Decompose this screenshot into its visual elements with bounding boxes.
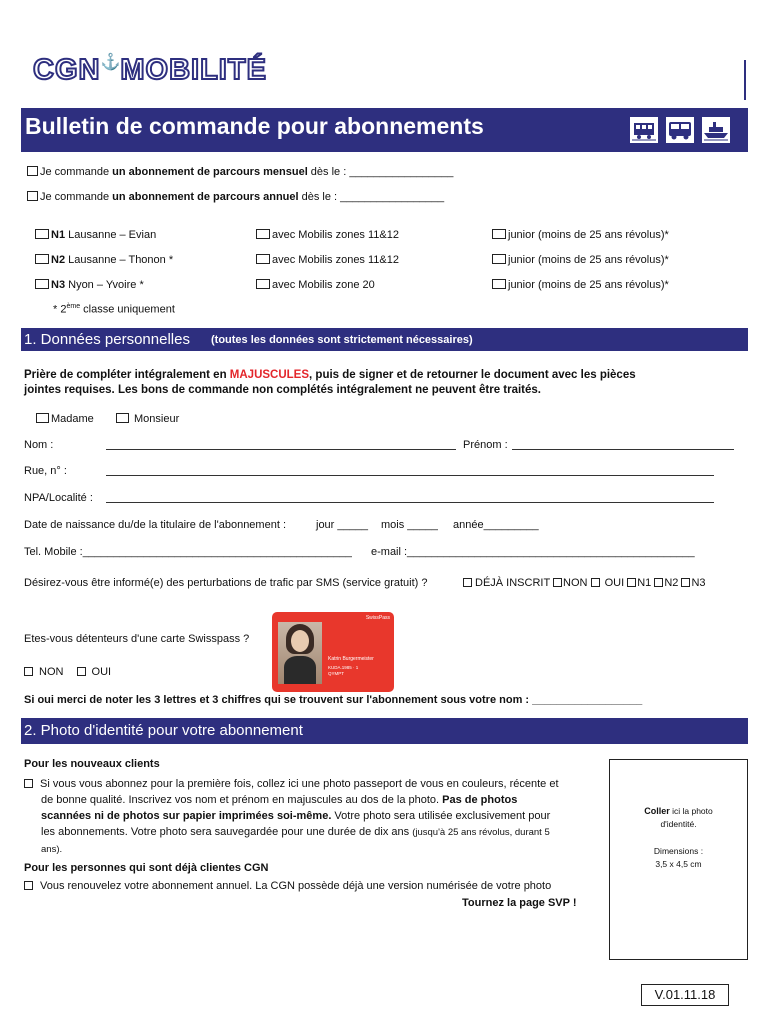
junior-option-n2[interactable] (492, 254, 669, 266)
monsieur-label: Monsieur (134, 413, 180, 425)
annual-subscription-option[interactable] (27, 191, 444, 203)
monthly-subscription-option[interactable] (27, 166, 453, 178)
swisspass-question: Etes-vous détenteurs d'une carte Swisspass ? (24, 633, 250, 645)
npa-field[interactable] (106, 493, 714, 503)
sms-option-non[interactable] (553, 577, 587, 589)
annual-label-bold: un abonnement de parcours annuel (112, 191, 299, 203)
photo-box-line-2: d'identité. (660, 819, 697, 829)
new-line-1: Si vous vous abonnez pour la première fois, collez ici une photo passeport de vous en couleurs, récente et (40, 778, 559, 790)
photo-box[interactable] (609, 759, 748, 960)
logo-mobilite: MOBILITÉ (120, 54, 267, 86)
section-1-title: 1. Données personnelles (24, 331, 190, 348)
card-line-1: KUDA.1985 · 1 (328, 665, 359, 670)
junior-option-n3[interactable] (492, 279, 669, 291)
route-option-n2[interactable] (35, 254, 173, 266)
junior-option-n1[interactable] (492, 229, 669, 241)
logo-cgn: CGN (33, 54, 101, 86)
sms-option-label: N2 (664, 577, 679, 589)
photo-box-line-1 (610, 805, 747, 818)
new-line-2b: Pas de photos (442, 794, 518, 806)
sms-option-label: OUI (604, 577, 625, 589)
new-line-3b: Votre photo sera utilisée exclusivement pour (331, 810, 551, 822)
sms-option-oui[interactable] (591, 577, 625, 589)
photo-box-bold: Coller (644, 806, 670, 816)
train-icon (630, 117, 658, 143)
instr-part-2: , puis de signer et de retourner le document avec les pièces (309, 369, 636, 381)
instr-majuscules: MAJUSCULES (229, 369, 310, 381)
route-name: Lausanne – Thonon * (65, 254, 174, 266)
swisspass-card-image (272, 612, 394, 692)
checkbox[interactable] (492, 254, 506, 264)
photo-box-dim-label: Dimensions : (653, 846, 704, 856)
option-label: OUI (91, 666, 112, 678)
class-note (53, 303, 175, 316)
swisspass-option-non[interactable] (24, 666, 63, 678)
checkbox[interactable] (116, 413, 129, 423)
checkbox[interactable] (492, 229, 506, 239)
class-note-pre: * 2 (53, 303, 67, 316)
checkbox[interactable] (24, 667, 33, 676)
checkbox[interactable] (24, 779, 33, 788)
sms-option-n1[interactable] (627, 577, 651, 589)
zones-label: avec Mobilis zones 11&12 (272, 254, 399, 266)
route-row-n2 (35, 254, 173, 266)
checkbox[interactable] (35, 279, 49, 289)
annual-label-pre: Je commande (40, 191, 113, 203)
route-row-n3 (35, 279, 144, 291)
new-clients-text (24, 776, 600, 858)
title-bar (21, 108, 748, 152)
monthly-checkbox[interactable] (27, 166, 38, 176)
monthly-date-field[interactable]: dès le : _________________ (307, 166, 454, 178)
checkbox[interactable] (591, 578, 600, 587)
route-code: N1 (51, 229, 66, 241)
checkbox[interactable] (35, 254, 49, 264)
zones-label: avec Mobilis zones 11&12 (272, 229, 399, 241)
junior-label: junior (moins de 25 ans révolus)* (508, 254, 669, 266)
turn-page-note: Tournez la page SVP ! (462, 897, 577, 909)
nom-label: Nom : (24, 439, 54, 451)
bus-icon (666, 117, 694, 143)
email-field[interactable]: e-mail :_______________________________________________ (371, 546, 695, 558)
annual-checkbox[interactable] (27, 191, 38, 201)
new-clients-heading: Pour les nouveaux clients (24, 758, 160, 770)
junior-label: junior (moins de 25 ans révolus)* (508, 229, 669, 241)
npa-label: NPA/Localité : (24, 492, 93, 504)
sms-option-n2[interactable] (654, 577, 678, 589)
tel-field[interactable]: Tel. Mobile :____________________________________________ (24, 546, 352, 558)
sms-options (463, 577, 706, 589)
class-note-sup: ème (66, 303, 81, 310)
instructions (24, 368, 748, 398)
prenom-label: Prénom : (463, 439, 508, 451)
checkbox[interactable] (256, 279, 270, 289)
rue-label: Rue, n° : (24, 465, 67, 477)
version-label: V.01.11.18 (654, 987, 716, 1002)
dob-month-field[interactable]: mois _____ (381, 519, 438, 531)
header-divider (744, 60, 746, 100)
dob-label: Date de naissance du/de la titulaire de l'abonnement : (24, 519, 286, 531)
nom-field[interactable] (106, 440, 456, 450)
zones-option-n2[interactable] (256, 254, 399, 266)
zones-option-n3[interactable] (256, 279, 375, 291)
section-2-header (21, 718, 748, 744)
checkbox[interactable] (256, 229, 270, 239)
cgn-logo (33, 52, 267, 86)
photo-box-rest: ici la photo (669, 806, 713, 816)
checkbox[interactable] (553, 578, 562, 587)
monsieur-option[interactable] (116, 413, 179, 425)
sms-option-label: N3 (691, 577, 706, 589)
card-holder-name: Katrin Burgermeister (328, 656, 374, 662)
new-line-2a: de bonne qualité. Inscrivez vos nom et prénom en majuscules au dos de la photo. (41, 794, 443, 806)
checkbox[interactable] (256, 254, 270, 264)
checkbox[interactable] (492, 279, 506, 289)
section-2-title: 2. Photo d'identité pour votre abonnement (24, 722, 303, 739)
card-photo (278, 622, 322, 684)
existing-line-1: Vous renouvelez votre abonnement annuel. La CGN possède déjà une version numérisée de votre photo (40, 880, 552, 892)
checkbox[interactable] (77, 667, 86, 676)
route-name: Lausanne – Evian (65, 229, 157, 241)
madame-label: Madame (51, 413, 94, 425)
instr-part-1: Prière de compléter intégralement en (24, 369, 230, 381)
checkbox[interactable] (627, 578, 636, 587)
prenom-field[interactable] (512, 440, 734, 450)
existing-clients-text (24, 880, 551, 892)
monthly-label-pre: Je commande (40, 166, 113, 178)
option-label: NON (39, 666, 64, 678)
swisspass-option-oui[interactable] (77, 666, 112, 678)
swisspass-options (24, 666, 111, 678)
sms-option-label: DÉJÀ INSCRIT (475, 577, 550, 589)
new-line-3a: scannées ni de photos sur papier imprimées soi-même. (41, 810, 332, 822)
boat-icon (702, 117, 730, 143)
card-line-2: QYMPT (328, 671, 345, 676)
checkbox[interactable] (24, 881, 33, 890)
route-code: N3 (51, 279, 66, 291)
class-note-post: classe uniquement (80, 303, 175, 316)
zones-option-n1[interactable] (256, 229, 399, 241)
checkbox[interactable] (36, 413, 49, 423)
checkbox[interactable] (654, 578, 663, 587)
version-box (641, 984, 729, 1006)
sms-option-deja-inscrit[interactable] (463, 577, 550, 589)
sms-option-label: N1 (637, 577, 652, 589)
route-option-n3[interactable] (35, 279, 144, 291)
existing-clients-heading: Pour les personnes qui sont déjà clientes CGN (24, 862, 269, 874)
zones-label: avec Mobilis zone 20 (272, 279, 375, 291)
anchor-icon: ⚓ (100, 54, 121, 71)
instr-part-3: jointes requises. Les bons de commande non complétés intégralement ne peuvent être traités. (24, 384, 542, 396)
route-row-n1 (35, 229, 156, 241)
route-name: Nyon – Yvoire * (65, 279, 144, 291)
dob-day-field[interactable]: jour _____ (316, 519, 368, 531)
new-line-5: ans). (41, 844, 63, 855)
checkbox[interactable] (35, 229, 49, 239)
madame-option[interactable] (36, 413, 94, 425)
photo-box-dim-value: 3,5 x 4,5 cm (655, 859, 702, 869)
rue-field[interactable] (106, 466, 714, 476)
page-title: Bulletin de commande pour abonnements (25, 113, 484, 139)
checkbox[interactable] (463, 578, 472, 587)
sms-option-label: NON (563, 577, 588, 589)
monthly-label-bold: un abonnement de parcours mensuel (112, 166, 308, 178)
annual-date-field[interactable]: dès le : _________________ (298, 191, 445, 203)
route-code: N2 (51, 254, 66, 266)
junior-label: junior (moins de 25 ans révolus)* (508, 279, 669, 291)
dob-year-field[interactable]: année_________ (453, 519, 539, 531)
new-line-4a: les abonnements. Votre photo sera sauvegardée pour une durée de dix ans (41, 826, 413, 838)
new-line-4b: (jusqu'à 25 ans révolus, durant 5 (412, 827, 550, 838)
section-1-header (21, 328, 748, 351)
card-brand: SwissPass (365, 615, 390, 621)
swisspass-note[interactable]: Si oui merci de noter les 3 lettres et 3 chiffres qui se trouvent sur l'abonnement sous votre nom : __________________ (24, 694, 643, 706)
sms-question: Désirez-vous être informé(e) des perturbations de trafic par SMS (service gratuit) ? (24, 577, 428, 589)
route-option-n1[interactable] (35, 229, 156, 241)
checkbox[interactable] (681, 578, 690, 587)
sms-option-n3[interactable] (681, 577, 705, 589)
section-1-subtitle: (toutes les données sont strictement nécessaires) (211, 334, 473, 346)
